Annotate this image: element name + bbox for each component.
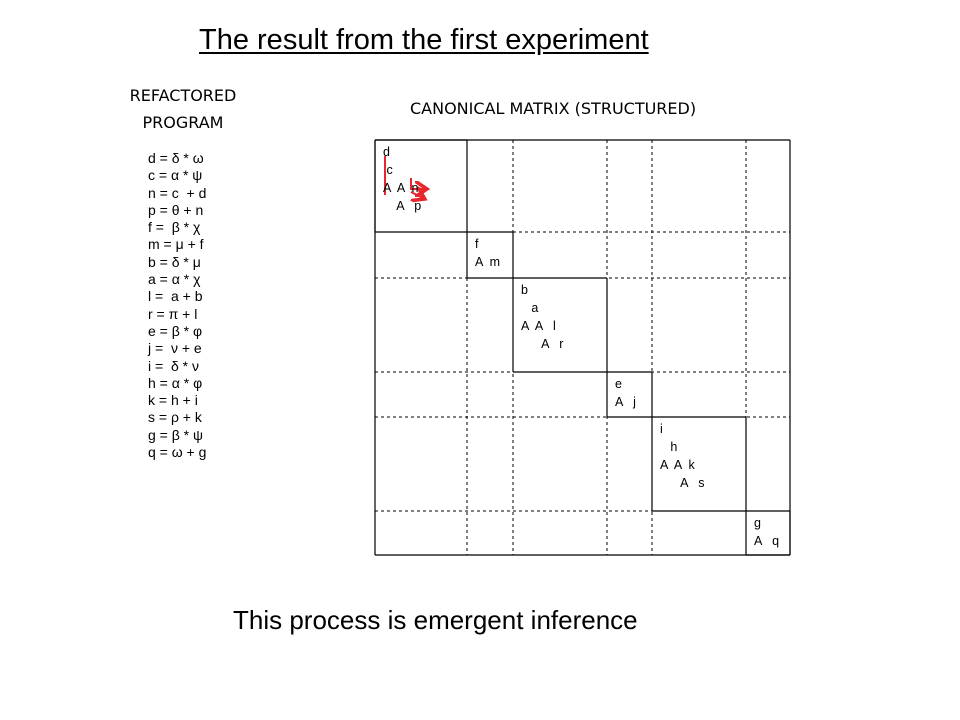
matrix-cell-text: i: [660, 422, 663, 436]
matrix-cell-text: A A k: [660, 458, 695, 472]
matrix-cell-text: h: [660, 440, 678, 454]
program-line: a = α * χ: [148, 271, 201, 288]
program-line: c = α * ψ: [148, 167, 203, 184]
program-line: p = θ + n: [148, 201, 204, 218]
program-line: s = ρ + k: [148, 409, 202, 426]
program-line: g = β * ψ: [148, 426, 204, 443]
program-line: r = π + l: [148, 305, 198, 322]
program-line: n = c + d: [148, 184, 207, 201]
matrix-grid: [375, 140, 795, 560]
refactored-program-heading: [100, 82, 266, 136]
matrix-cell-text: A p: [383, 199, 422, 213]
matrix-cell-text: b: [521, 283, 528, 297]
program-line: k = h + i: [148, 392, 198, 409]
program-line: b = δ * μ: [148, 253, 201, 270]
matrix-cell-text: f: [475, 237, 479, 251]
matrix-cell-text: A q: [754, 534, 780, 548]
slide-title: The result from the first experiment: [199, 24, 649, 56]
matrix-cell-text: A A l: [521, 319, 556, 333]
program-line: e = β * φ: [148, 322, 203, 339]
program-line: d = δ * ω: [148, 150, 204, 166]
matrix-cell-text: A s: [660, 476, 705, 490]
program-line: j = ν + e: [148, 340, 202, 357]
program-line: m = μ + f: [148, 236, 204, 253]
matrix-cell-text: A m: [475, 255, 501, 269]
matrix-cell-text: d: [383, 145, 390, 159]
program-line: l = a + b: [148, 288, 203, 305]
matrix-cell-text: e: [615, 377, 622, 391]
program-line: i = δ * ν: [148, 357, 199, 374]
matrix-cell-text: A A n: [383, 181, 419, 195]
matrix-cell-text: A r: [521, 337, 564, 351]
refactored-heading-line1: REFACTORED: [129, 86, 237, 105]
program-listing: [148, 150, 206, 461]
program-line: f = β * χ: [148, 219, 201, 236]
footer-caption: This process is emergent inference: [233, 605, 638, 635]
matrix-cell-text: g: [754, 516, 761, 530]
matrix-cell-text: a: [521, 301, 539, 315]
program-line: q = ω + g: [148, 444, 207, 461]
matrix-cell-text: c: [383, 163, 393, 177]
program-line: h = α * φ: [148, 374, 203, 391]
matrix-cell-text: A j: [615, 395, 636, 409]
refactored-heading-line2: PROGRAM: [142, 113, 224, 132]
canonical-matrix-heading: CANONICAL MATRIX (STRUCTURED): [410, 99, 697, 118]
